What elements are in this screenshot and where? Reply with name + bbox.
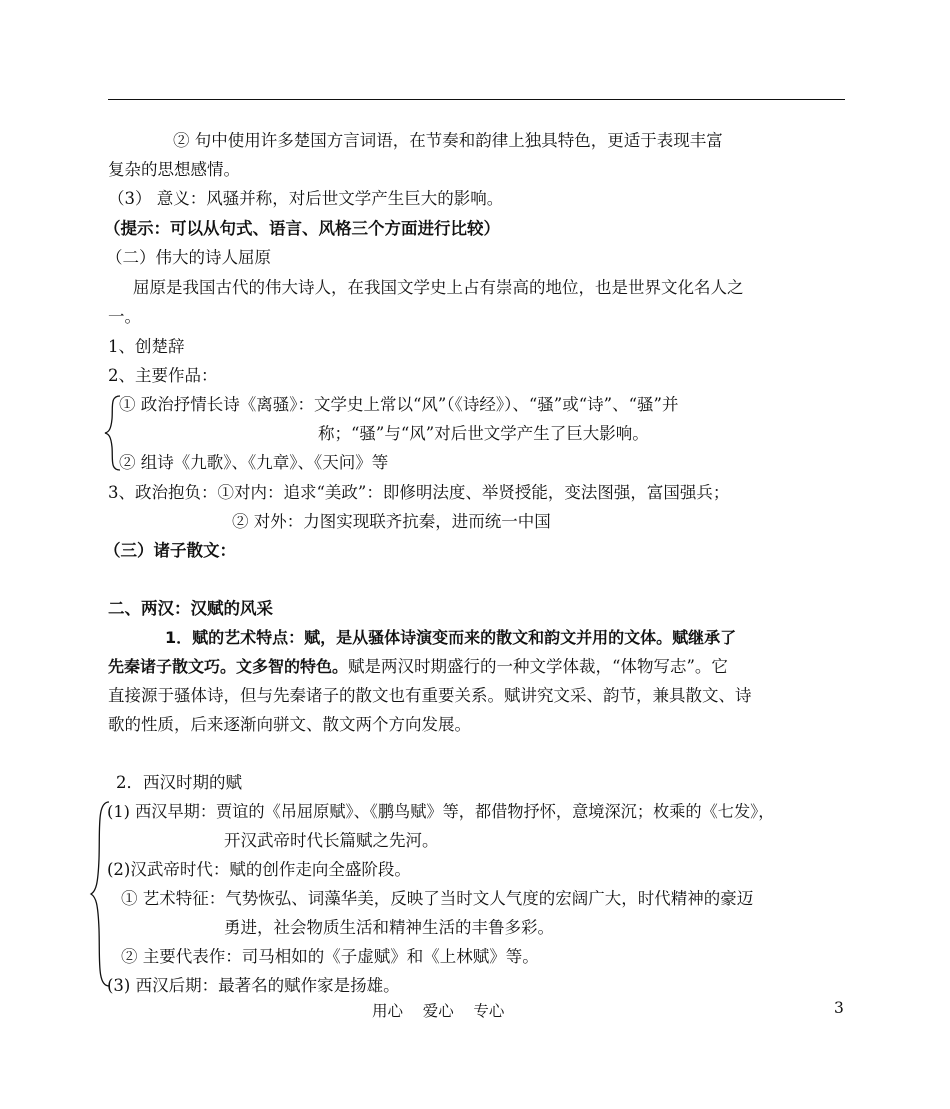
bold-phrase: 先秦诸子散文巧。文多智的特色。 (108, 657, 349, 676)
text-line: 复杂的思想感情。 (108, 160, 240, 179)
section-heading: 2．西汉时期的赋 (116, 773, 242, 792)
text-line: (1) 西汉早期：贾谊的《吊屈原赋》、《鹏鸟赋》等，都借物抒怀，意境深沉；枚乘的《七发》， (107, 802, 775, 821)
header-rule (108, 99, 845, 100)
left-brace-icon (89, 799, 111, 989)
text-line: 3、政治抱负：①对内：追求“美政”：即修明法度、举贤授能，变法图强，富国强兵； (108, 483, 730, 502)
text-line: (2)汉武帝时代：赋的创作走向全盛阶段。 (107, 860, 411, 879)
hint-line: （提示：可以从句式、语言、风格三个方面进行比较） (104, 219, 500, 238)
text-line: 屈原是我国古代的伟大诗人，在我国文学史上占有崇高的地位，也是世界文化名人之 (133, 278, 744, 297)
section-heading: （三）诸子散文： (104, 541, 236, 560)
text-line: 勇进，社会物质生活和精神生活的丰鲁多彩。 (224, 918, 554, 937)
text-line: ① 艺术特征：气势恢弘、词藻华美，反映了当时文人气度的宏阔广大，时代精神的豪迈 (121, 889, 754, 908)
text-line: 一。 (108, 307, 141, 326)
text-line: 开汉武帝时代长篇赋之先河。 (224, 831, 439, 850)
text-line: 1、创楚辞 (108, 337, 185, 356)
text-line: （3） 意义：风骚并称，对后世文学产生巨大的影响。 (108, 189, 504, 208)
text-line: 直接源于骚体诗，但与先秦诸子的散文也有重要关系。赋讲究文采、韵节，兼具散文、诗 (108, 686, 752, 705)
section-heading: 二、两汉：汉赋的风采 (108, 599, 273, 618)
text-line: 2、主要作品： (108, 366, 218, 385)
footer-motto: 用心 爱心 专心 (372, 1002, 505, 1020)
text-line: ② 对外：力图实现联齐抗秦，进而统一中国 (232, 512, 551, 531)
text-line: ② 主要代表作：司马相如的《子虚赋》和《上林赋》等。 (121, 947, 539, 966)
text-line: ② 句中使用许多楚国方言词语，在节奏和韵律上独具特色，更适于表现丰富 (173, 131, 723, 150)
text-line: 称；“骚”与“风”对后世文学产生了巨大影响。 (318, 424, 649, 443)
text-line: ② 组诗《九歌》、《九章》、《天问》等 (119, 453, 389, 472)
section-heading: （二）伟大的诗人屈原 (106, 248, 271, 267)
text-line: 歌的性质，后来逐渐向骈文、散文两个方向发展。 (108, 715, 471, 734)
text-line: ① 政治抒情长诗《离骚》：文学史上常以“风”（《诗经》）、“骚”或“诗”、“骚”并 (119, 395, 679, 414)
text-line (108, 657, 728, 677)
text-line: 1．赋的艺术特点：赋，是从骚体诗演变而来的散文和韵文并用的文体。赋继承了 (165, 628, 737, 647)
text-phrase: 赋是两汉时期盛行的一种文学体裁，“体物写志”。它 (348, 657, 728, 676)
text-line: (3) 西汉后期：最著名的赋作家是扬雄。 (107, 976, 400, 995)
page-number: 3 (834, 999, 844, 1017)
